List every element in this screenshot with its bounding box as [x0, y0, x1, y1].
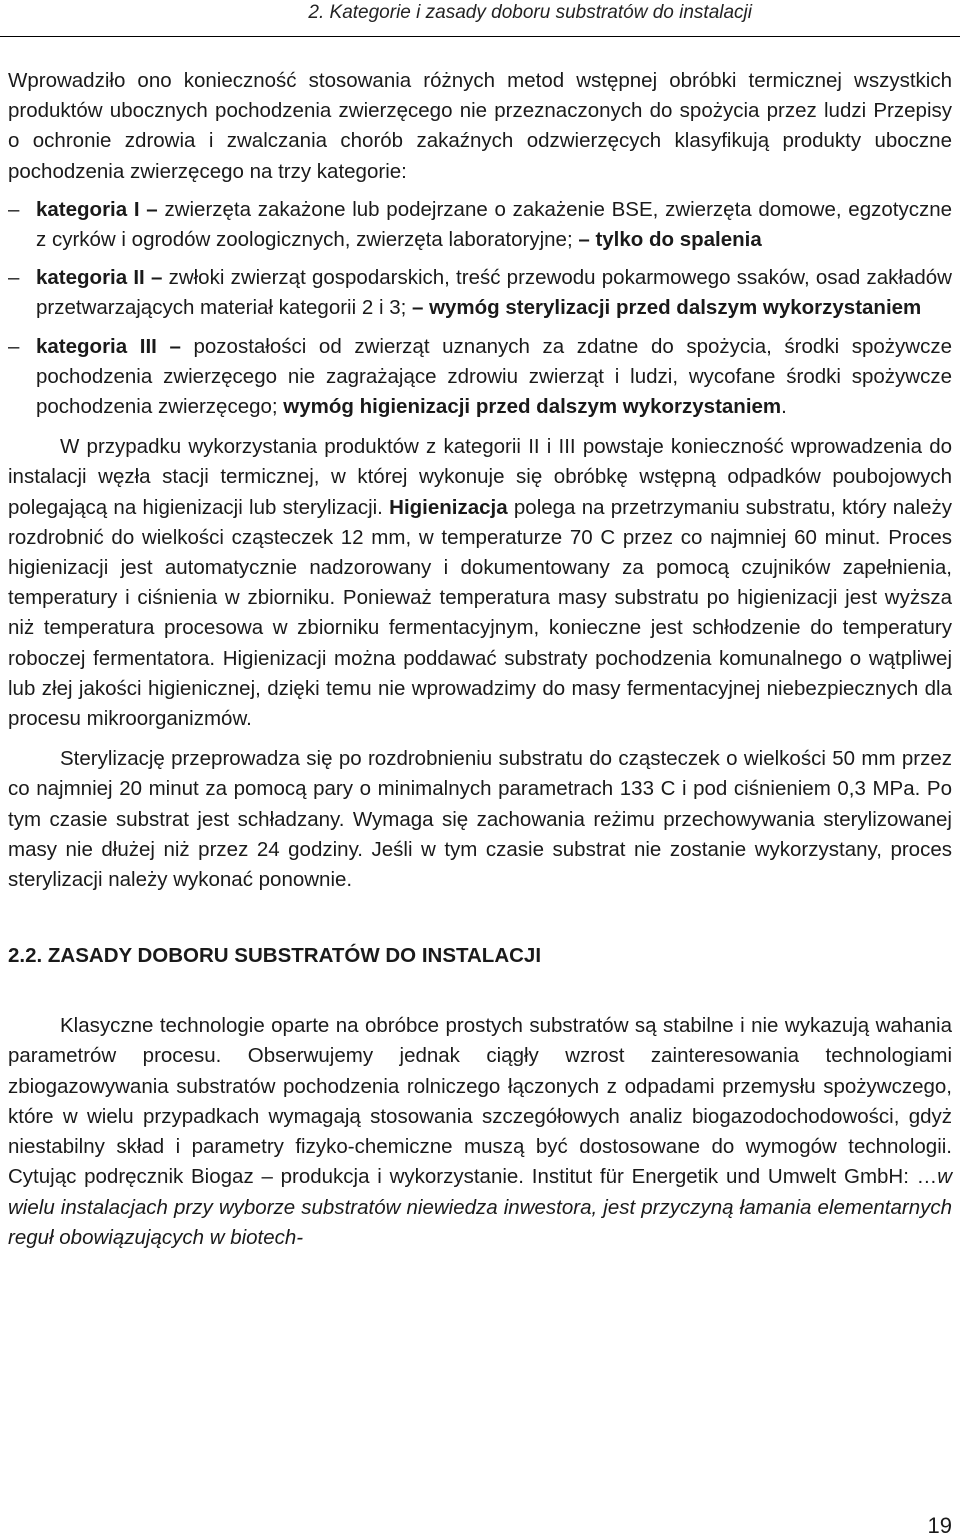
- running-header: [0, 0, 960, 26]
- hygienization-paragraph: [8, 432, 952, 734]
- selection-paragraph: [8, 1011, 952, 1253]
- dash-bullet: –: [8, 197, 20, 221]
- running-title: 2. Kategorie i zasady doboru substratów do instalacji: [308, 2, 752, 23]
- hygienization-term: Higienizacja: [389, 495, 508, 519]
- paragraph-text: Klasyczne technologie oparte na obróbce prostych substratów są stabilne i nie wykazują wahania parametrów procesu. Obserwujemy jednak ciągły wzrost zainteresowania technologiami zbiogazowywania substratów pochodzenia rolniczego łączonych z odpadami przemysłu spożywczego, które w wielu przypadkach wymagają stosowania szczegółowych analiz biogazodochodowości, gdyż niestabilny skład i parametry fizyko-chemiczne muszą być dostosowane do wymogów technologii. Cytując podręcznik Biogaz – produkcja i wykorzystanie. Institut für Energetik und Umwelt GmbH: …: [8, 1014, 952, 1189]
- category-requirement: – tylko do spalenia: [572, 228, 762, 252]
- category-description: pozostałości od zwierząt uznanych za zdatne do spożycia, środki spożywcze pochodzenia zwierzęcego nie zagrażające zdrowiu zwierząt i ludzi, wycofane środki spożywcze pochodzenia zwierzęcego;: [36, 334, 952, 419]
- category-item-2: [8, 263, 952, 323]
- paragraph-text: polega na przetrzymaniu substratu, który należy rozdrobnić do wielkości cząsteczek 12 mm, w temperaturze 70 C przez co najmniej 60 minut. Proces higienizacji jest automatycznie nadzorowany i dokumentowany za pomocą czujników zapełnienia, temperatury i ciśnienia w zbiorniku. Ponieważ temperatura masy substratu po higienizacji jest wyższa niż temperatura procesowa w zbiorniku fermentacyjnym, konieczne jest schłodzenie do temperatury roboczej fermentatora. Higienizacji można poddawać substraty pochodzenia komunalnego o wątpliwej lub złej jakości higienicznej, dzięki temu nie wprowadzimy do masy fermentacyjnej niebezpiecznych dla procesu mikroorganizmów.: [8, 495, 952, 731]
- category-description: zwierzęta zakażone lub podejrzane o zakażenie BSE, zwierzęta domowe, egzotyczne z cyrków i ogrodów zoologicznych, zwierzęta laboratoryjne;: [36, 197, 952, 252]
- category-name: kategoria III: [36, 334, 157, 358]
- category-tail: .: [781, 395, 787, 419]
- category-separator: –: [139, 197, 165, 221]
- sterilization-paragraph: Sterylizację przeprowadza się po rozdrobnieniu substratu do cząsteczek o wielkości 50 mm przez co najmniej 20 minut za pomocą pary o minimalnych parametrach 133 C i pod ciśnieniem 0,3 MPa. Po tym czasie substrat jest schładzany. Wymaga się zachowania reżimu przechowywania sterylizowanej masy nie dłużej niż przez 24 godziny. Jeśli w tym czasie substrat nie zostanie wykorzystany, proces sterylizacji należy wykonać ponownie.: [8, 747, 952, 892]
- category-name: kategoria II: [36, 266, 145, 290]
- category-item-3: [8, 332, 952, 423]
- category-separator: –: [144, 266, 169, 290]
- page-body: [8, 66, 952, 1253]
- paragraph-text: W przypadku wykorzystania produktów z kategorii II i III powstaje konieczność wprowadzenia do instalacji węzła stacji termicznej, w której wykonuje się obróbkę wstępną odpadków poubojowych polegającą na higienizacji lub sterylizacji.: [8, 435, 952, 519]
- category-description: zwłoki zwierząt gospodarskich, treść przewodu pokarmowego ssaków, osad zakładów przetwarzających materiał kategorii 2 i 3;: [36, 266, 952, 320]
- quoted-text: w wielu instalacjach przy wyborze substratów niewiedza inwestora, jest przyczyną łamania elementarnych reguł obowiązujących w biotech-: [8, 1165, 952, 1249]
- category-requirement: – wymóg sterylizacji przed dalszym wykorzystaniem: [406, 296, 922, 320]
- intro-paragraph: Wprowadziło ono konieczność stosowania różnych metod wstępnej obróbki termicznej wszystkich produktów ubocznych pochodzenia zwierzęcego nie przeznaczonych do spożycia przez ludzi Przepisy o ochronie zdrowia i zwalczania chorób zakaźnych odzwierzęcych klasyfikują produkty uboczne pochodzenia zwierzęcego na trzy kategorie:: [8, 69, 952, 183]
- page-number: 19: [927, 1513, 952, 1538]
- category-requirement: wymóg higienizacji przed dalszym wykorzystaniem: [277, 395, 782, 419]
- dash-bullet: –: [8, 334, 20, 358]
- section-heading: 2.2. ZASADY DOBORU SUBSTRATÓW DO INSTALACJI: [8, 944, 542, 968]
- header-divider: [0, 36, 960, 37]
- category-name: kategoria I: [36, 197, 140, 221]
- dash-bullet: –: [8, 266, 20, 290]
- category-list: [8, 195, 952, 422]
- category-separator: –: [156, 334, 194, 358]
- category-item-1: [8, 195, 952, 255]
